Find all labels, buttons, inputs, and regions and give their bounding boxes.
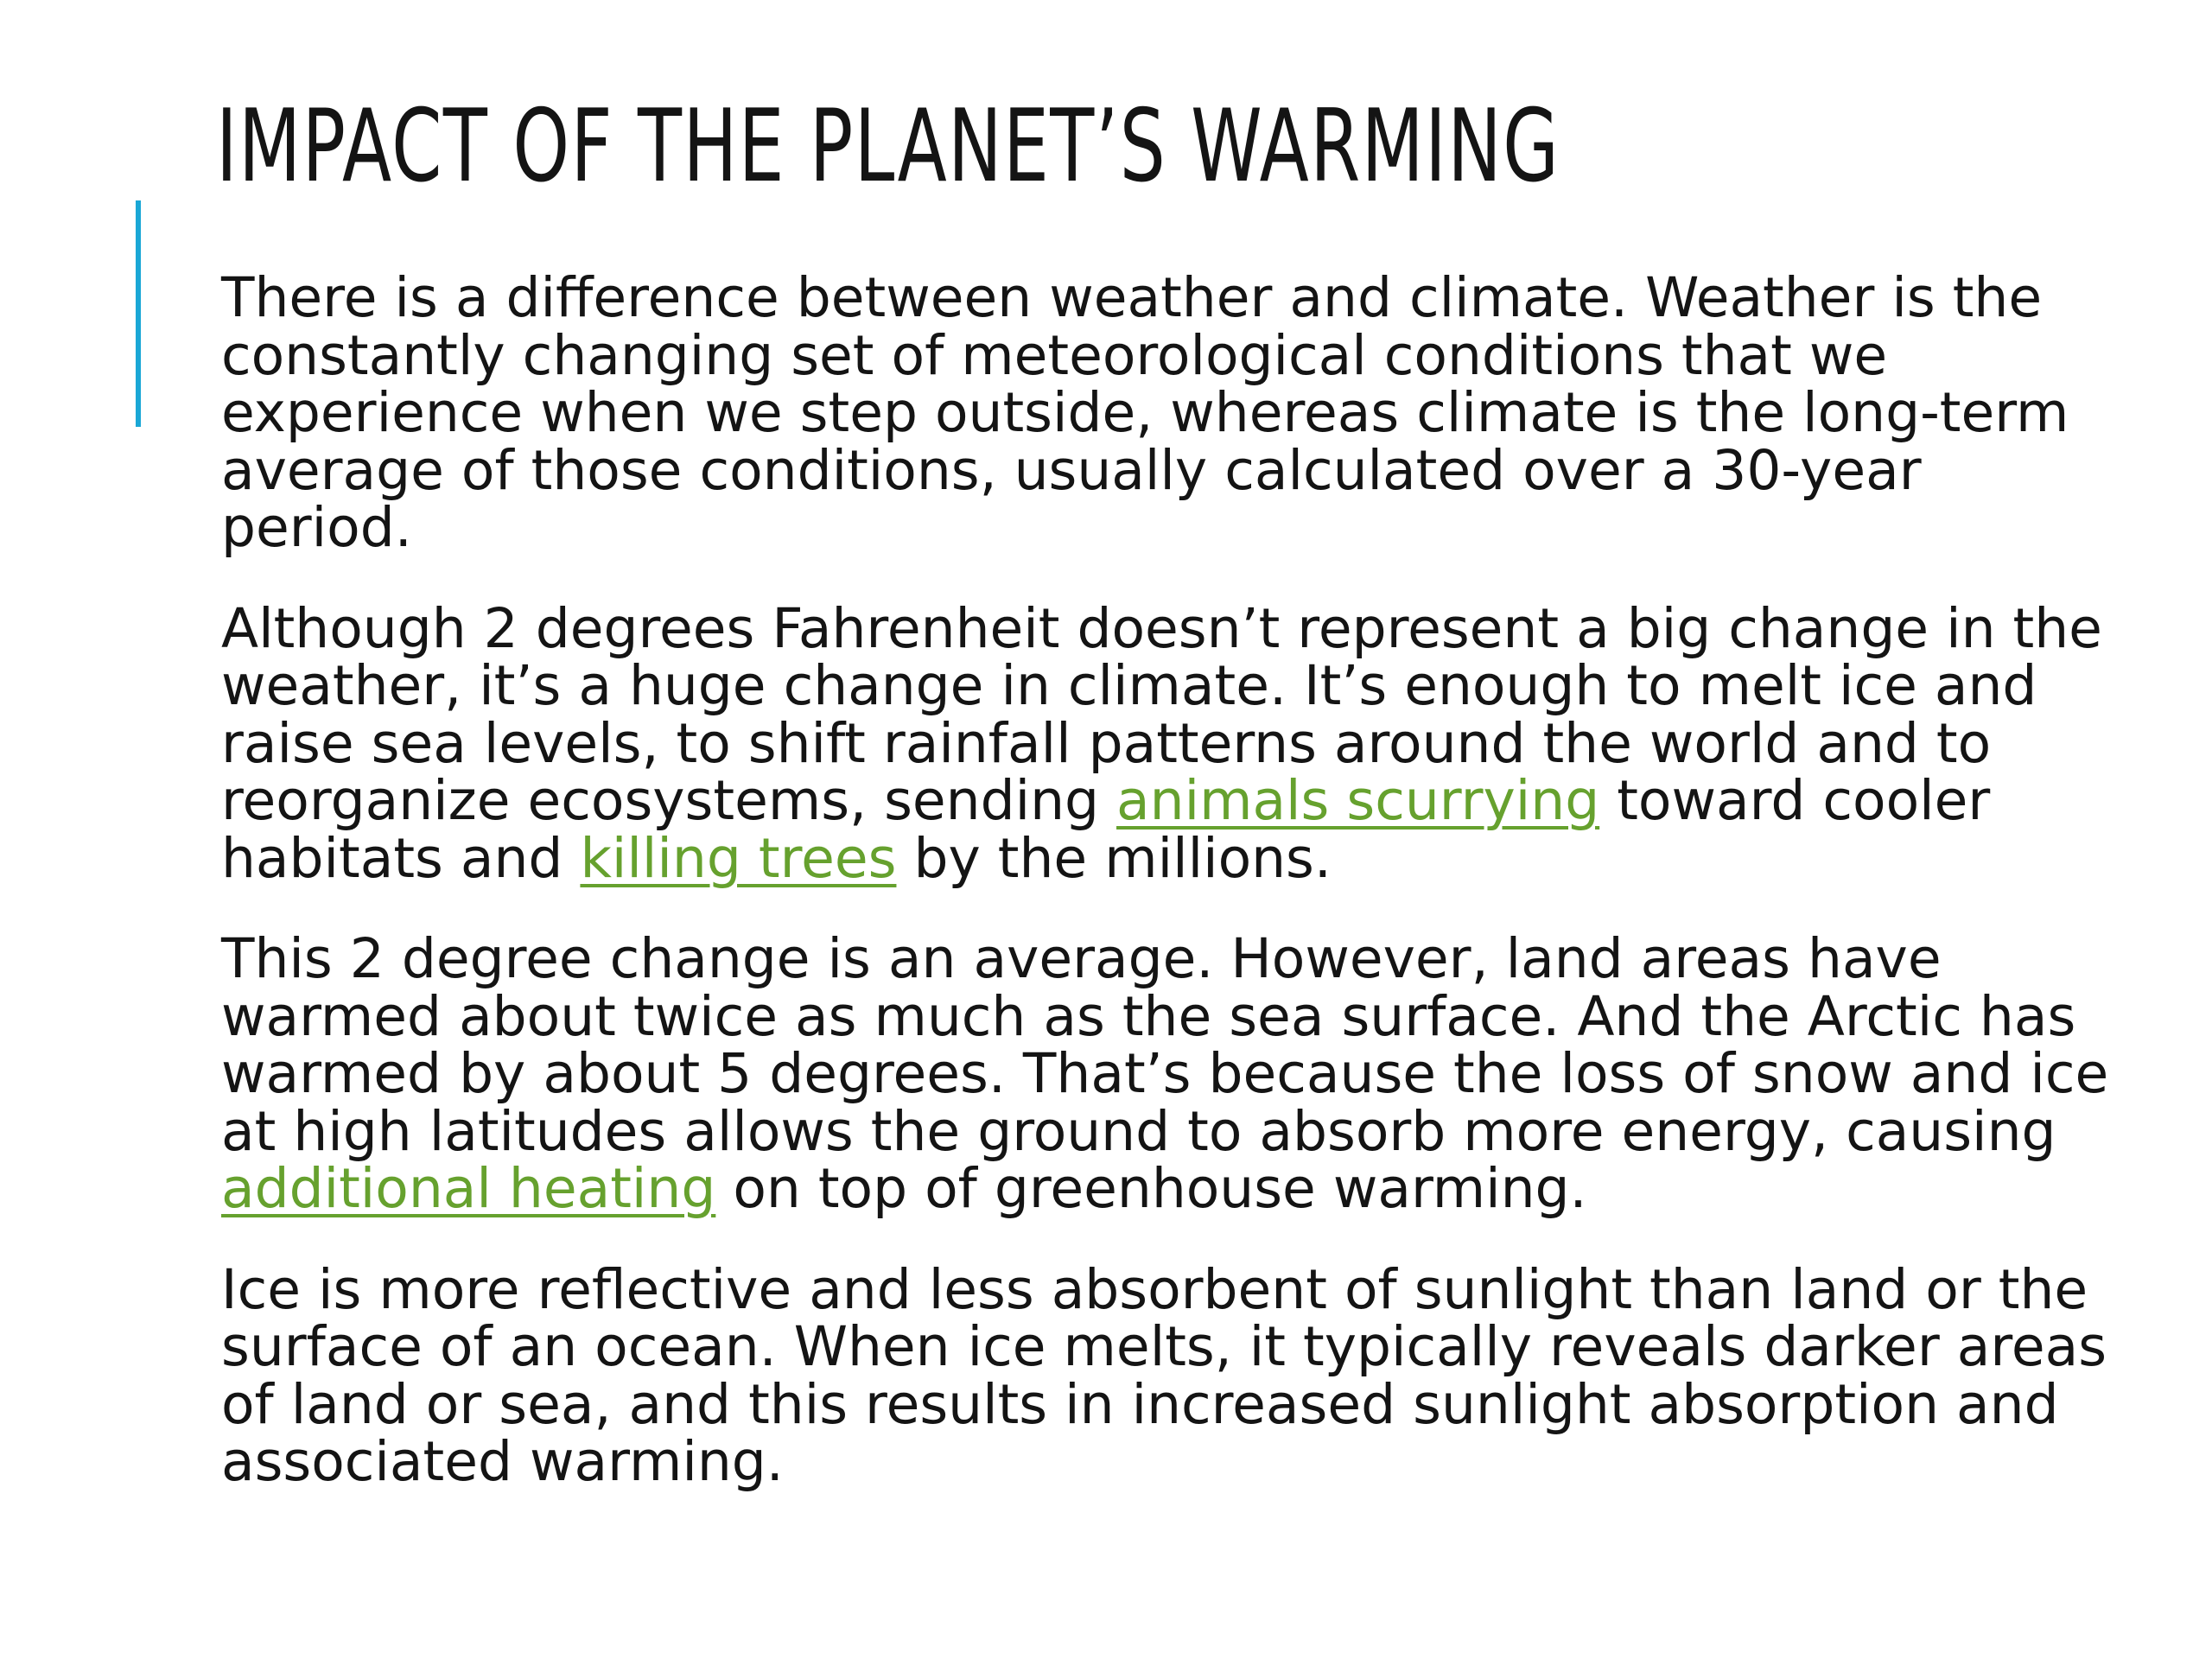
text-line <box>221 1257 2139 1321</box>
text-segment: habitats and <box>221 826 581 890</box>
text-segment: associated warming. <box>221 1430 784 1493</box>
text-line <box>221 1315 2139 1378</box>
text-line <box>221 266 2139 329</box>
text-line <box>221 1157 2139 1220</box>
text-segment: at high latitudes allows the ground to absorb more energy, causing <box>221 1099 2056 1163</box>
text-line <box>221 381 2139 444</box>
text-segment: Ice is more reflective and less absorbent of sunlight than land or the <box>221 1257 2088 1321</box>
text-line <box>221 711 2139 775</box>
text-line <box>221 769 2139 832</box>
paragraph <box>221 266 2139 559</box>
hyperlink[interactable]: killing trees <box>580 826 897 890</box>
text-segment: weather, it’s a huge change in climate. It’s enough to melt ice and <box>221 654 2037 717</box>
text-line <box>221 438 2139 502</box>
text-segment: reorganize ecosystems, sending <box>221 769 1117 832</box>
text-line <box>221 927 2139 990</box>
hyperlink[interactable]: additional heating <box>221 1157 716 1220</box>
slide-title: IMPACT OF THE PLANET’S WARMING <box>216 88 1560 205</box>
slide-body <box>221 266 2139 1535</box>
text-segment: raise sea levels, to shift rainfall patterns around the world and to <box>221 711 1992 775</box>
paragraph <box>221 927 2139 1220</box>
paragraph <box>221 596 2139 890</box>
hyperlink[interactable]: animals scurrying <box>1116 769 1600 832</box>
text-segment: average of those conditions, usually calculated over a 30-year <box>221 438 1922 502</box>
text-line <box>221 826 2139 890</box>
text-segment: period. <box>221 496 412 559</box>
text-segment: of land or sea, and this results in increased sunlight absorption and <box>221 1372 2059 1436</box>
text-line <box>221 984 2139 1048</box>
text-line <box>221 1372 2139 1436</box>
accent-bar <box>136 200 141 427</box>
text-line <box>221 1099 2139 1163</box>
text-segment: constantly changing set of meteorological conditions that we <box>221 323 1888 387</box>
text-segment: warmed by about 5 degrees. That’s because the loss of snow and ice <box>221 1042 2109 1105</box>
text-line <box>221 1042 2139 1105</box>
text-segment: toward cooler <box>1599 769 1991 832</box>
text-line <box>221 1430 2139 1493</box>
text-segment: This 2 degree change is an average. However, land areas have <box>221 927 1942 990</box>
text-segment: experience when we step outside, whereas climate is the long-term <box>221 381 2069 444</box>
paragraph <box>221 1257 2139 1493</box>
text-line <box>221 496 2139 559</box>
text-segment: There is a difference between weather and climate. Weather is the <box>221 266 2043 329</box>
text-segment: surface of an ocean. When ice melts, it typically reveals darker areas <box>221 1315 2107 1378</box>
text-segment: warmed about twice as much as the sea surface. And the Arctic has <box>221 984 2076 1048</box>
text-segment: on top of greenhouse warming. <box>715 1157 1587 1220</box>
text-line <box>221 323 2139 387</box>
text-segment: by the millions. <box>896 826 1332 890</box>
text-segment: Although 2 degrees Fahrenheit doesn’t represent a big change in the <box>221 596 2102 660</box>
text-line <box>221 654 2139 717</box>
text-line <box>221 596 2139 660</box>
